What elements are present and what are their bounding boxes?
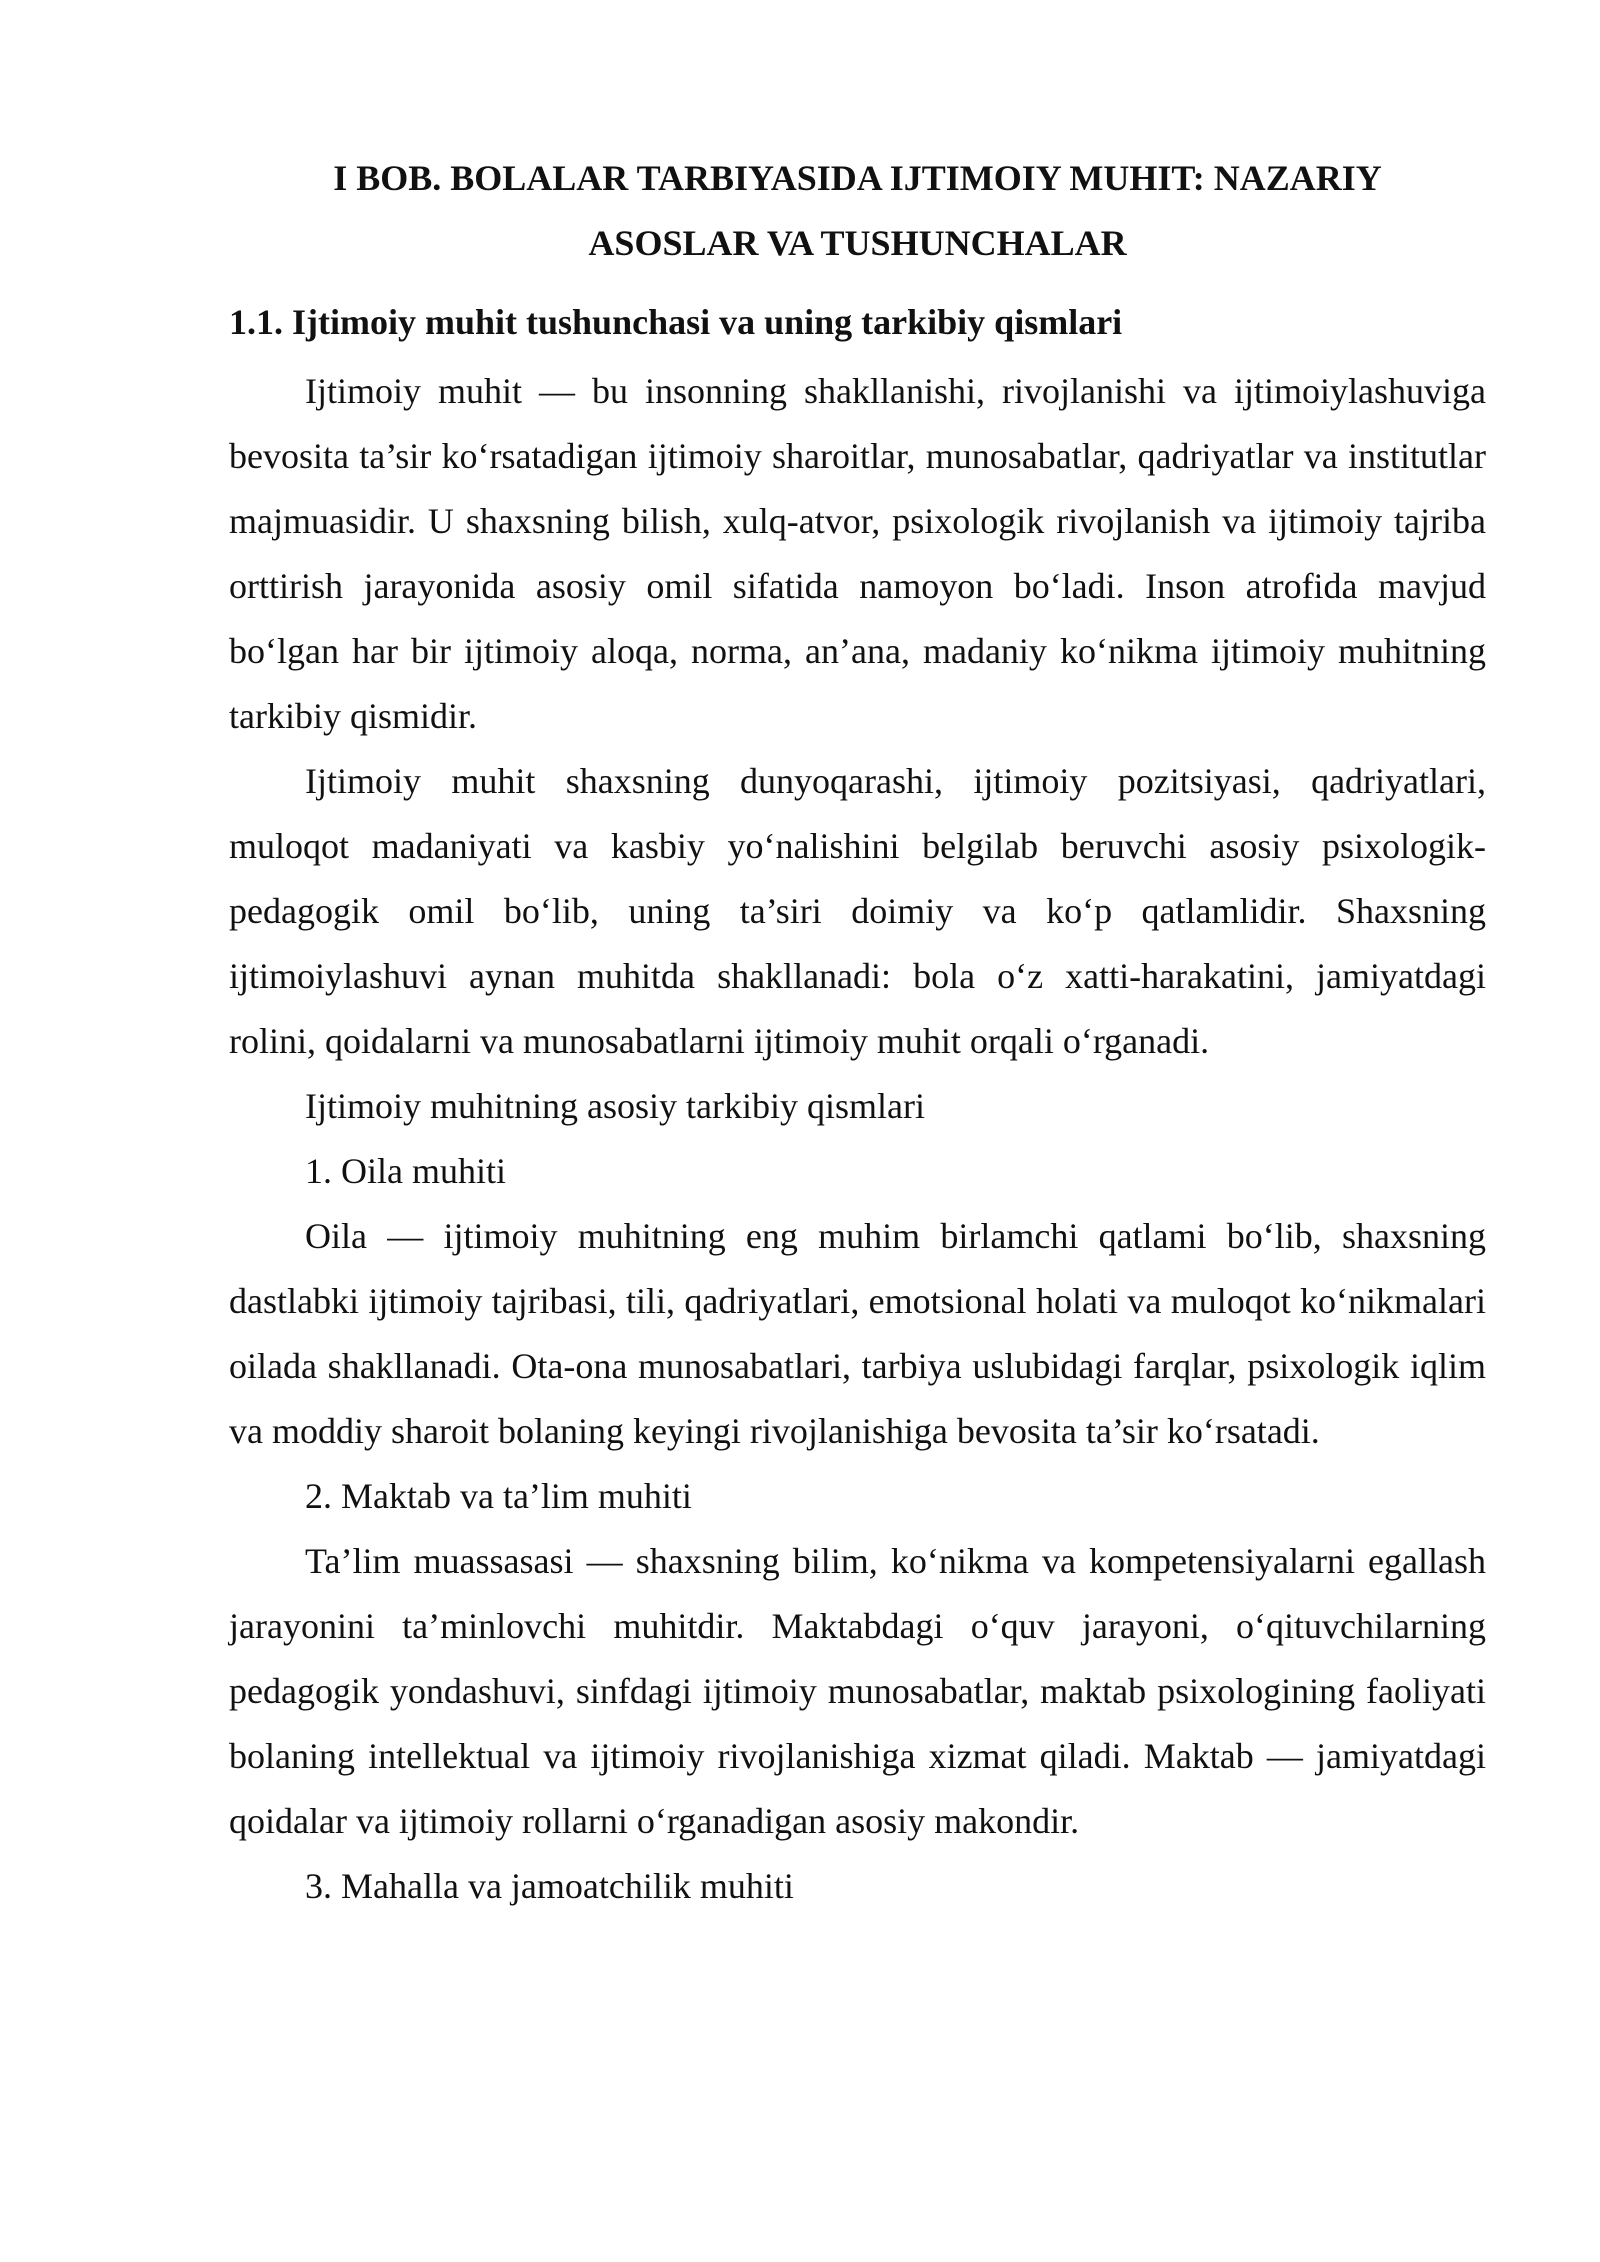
- paragraph-definition: Ijtimoiy muhit — bu insonning shakllanishi, rivojlanishi va ijtimoiylashuviga bevosita ta’sir ko‘rsatadigan ijtimoiy sharoitlar, munosabatlar, qadriyatlar va institutlar majmuasidir. U shaxsning bilish, xulq-atvor, psixologik rivojlanish va ijtimoiy tajriba orttirish jarayonida asosiy omil sifatida namoyon bo‘ladi. Inson atrofida mavjud bo‘lgan har bir ijtimoiy aloqa, norma, an’ana, madaniy ko‘nikma ijtimoiy muhitning tarkibiy qismidir.: [229, 371, 1486, 736]
- page-content: [229, 146, 1486, 1919]
- item-1-heading: 1. Oila muhiti: [305, 1151, 506, 1191]
- item-2-heading: 2. Maktab va ta’lim muhiti: [305, 1476, 692, 1516]
- section-title: 1.1. Ijtimoiy muhit tushunchasi va uning tarkibiy qismlari: [229, 302, 1123, 342]
- chapter-title-line-2: ASOSLAR VA TUSHUNCHALAR: [588, 223, 1127, 263]
- item-2-text: Ta’lim muassasasi — shaxsning bilim, ko‘nikma va kompetensiyalarni egallash jarayonini ta’minlovchi muhitdir. Maktabdagi o‘quv jarayoni, o‘qituvchilarning pedagogik yondashuvi, sinfdagi ijtimoiy munosabatlar, maktab psixologining faoliyati bolaning intellektual va ijtimoiy rivojlanishiga xizmat qiladi. Maktab — jamiyatdagi qoidalar va ijtimoiy rollarni o‘rganadigan asosiy makondir.: [229, 1541, 1486, 1841]
- components-heading: Ijtimoiy muhitning asosiy tarkibiy qismlari: [305, 1086, 925, 1126]
- item-3-heading: 3. Mahalla va jamoatchilik muhiti: [305, 1866, 794, 1906]
- item-1-text: Oila — ijtimoiy muhitning eng muhim birlamchi qatlami bo‘lib, shaxsning dastlabki ijtimoiy tajribasi, tili, qadriyatlari, emotsional holati va muloqot ko‘nikmalari oilada shakllanadi. Ota-ona munosabatlari, tarbiya uslubidagi farqlar, psixologik iqlim va moddiy sharoit bolaning keyingi rivojlanishiga bevosita ta’sir ko‘rsatadi.: [229, 1216, 1486, 1451]
- chapter-title-line-1: I BOB. BOLALAR TARBIYASIDA IJTIMOIY MUHIT: NAZARIY: [333, 158, 1382, 198]
- paragraph-influence: Ijtimoiy muhit shaxsning dunyoqarashi, ijtimoiy pozitsiyasi, qadriyatlari, muloqot madaniyati va kasbiy yo‘nalishini belgilab beruvchi asosiy psixologik-pedagogik omil bo‘lib, uning ta’siri doimiy va ko‘p qatlamlidir. Shaxsning ijtimoiylashuvi aynan muhitda shakllanadi: bola o‘z xatti-harakatini, jamiyatdagi rolini, qoidalarni va munosabatlarni ijtimoiy muhit orqali o‘rganadi.: [229, 761, 1486, 1061]
